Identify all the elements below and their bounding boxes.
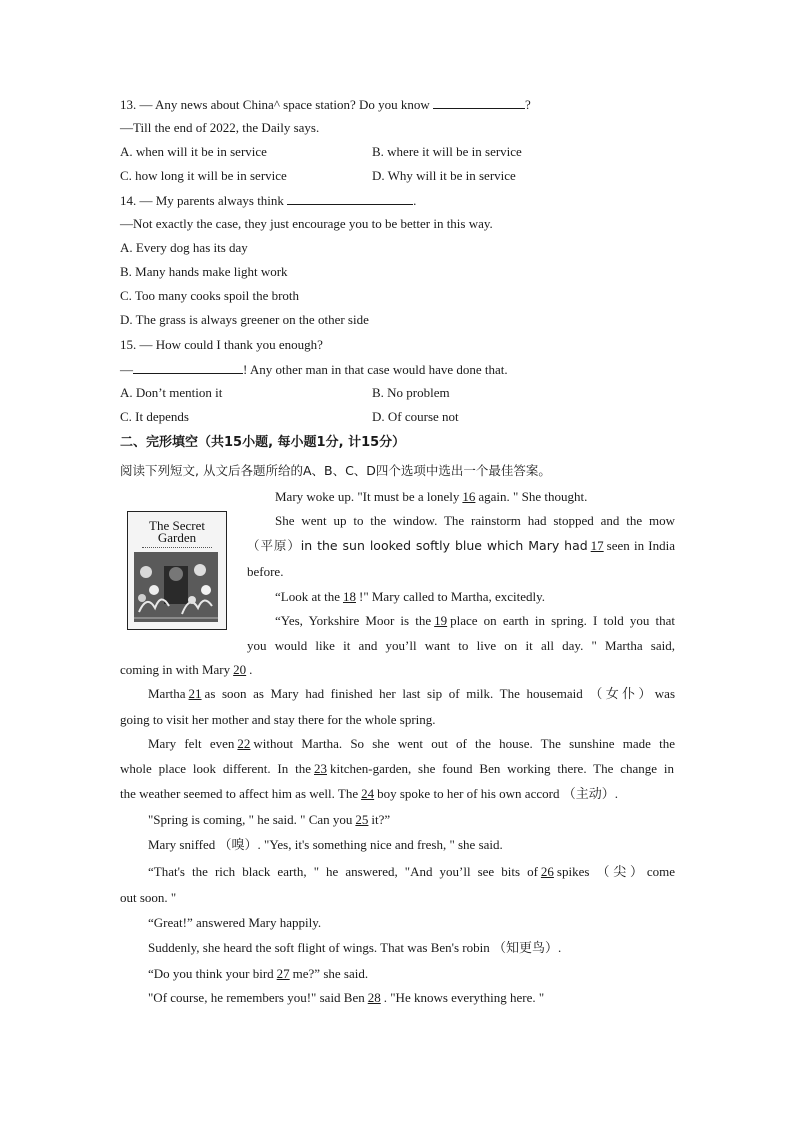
blank-25: 25 [355,812,369,827]
q14-option-c: C. Too many cooks spoil the broth [120,288,300,303]
blank-19: 19 [434,613,448,628]
q15-option-d: D. Of course not [372,409,459,424]
passage-line: going to visit her mother and stay there for the whole spring. [120,712,436,727]
book-cover-image [127,511,227,630]
passage-line: Martha 21 as soon as Mary had finished her last sip of milk. The housemaid （女仆）was [148,686,675,701]
passage-line: Suddenly, she heard the soft flight of wings. That was Ben's robin （知更鸟）. [148,940,562,955]
passage-line: whole place look different. In the 23 kitchen-garden, she found Ben working there. The change in [120,761,674,776]
blank-22: 22 [237,736,251,751]
q13-option-a: A. when will it be in service [120,144,267,159]
blank-26: 26 [540,864,554,879]
q14-reply: —Not exactly the case, they just encourage you to be better in this way. [120,216,493,231]
q13-stem: 13. — Any news about China^ space station? Do you know ? [120,97,531,112]
book-cover-subtitle-line [142,547,212,550]
passage-line: before. [247,564,284,579]
q13-option-c: C. how long it will be in service [120,168,287,183]
q15-option-a: A. Don’t mention it [120,385,223,400]
q15-stem: 15. — How could I thank you enough? [120,337,323,352]
blank-16: 16 [462,489,476,504]
section-instruction: 阅读下列短文, 从文后各题所给的A、B、C、D四个选项中选出一个最佳答案。 [120,463,551,478]
q14-answer-blank [287,192,413,205]
passage-line: “That's the rich black earth, " he answered, "And you’ll see bits of 26 spikes （尖）come [148,864,675,879]
q15-option-c: C. It depends [120,409,189,424]
q13-answer-blank [433,96,525,109]
blank-23: 23 [314,761,327,776]
q14-option-b: B. Many hands make light work [120,264,288,279]
blank-20: 20 [233,662,247,677]
passage-line: the weather seemed to affect him as well. The 24 boy spoke to her of his own accord （主动）. [120,786,618,801]
section-title: 二、完形填空（共15小题, 每小题1分, 计15分） [120,435,406,450]
q14-stem: 14. — My parents always think . [120,193,417,208]
passage-line: “Do you think your bird 27 me?” she said. [148,966,369,981]
q14-option-d: D. The grass is always greener on the other side [120,312,369,327]
blank-28: 28 [367,990,381,1005]
blank-24: 24 [361,786,375,801]
passage-line: you would like it and you’ll want to live on it all day. " Martha said, [247,638,675,653]
blank-18: 18 [342,589,356,604]
q15-option-b: B. No problem [372,385,450,400]
passage-line: “Look at the 18 !" Mary called to Martha, excitedly. [275,589,546,604]
book-cover-title: The Secret Garden [149,518,205,545]
passage-line: Mary woke up. "It must be a lonely 16 again. " She thought. [275,489,588,504]
passage-line: coming in with Mary 20 . [120,662,253,677]
blank-21: 21 [188,686,202,701]
q14-option-a: A. Every dog has its day [120,240,248,255]
passage-line: "Spring is coming, " he said. " Can you 25 it?” [148,812,391,827]
garden-illustration [134,552,218,622]
passage-line: “Yes, Yorkshire Moor is the 19 place on earth in spring. I told you that [275,613,675,628]
q15-answer-blank [133,361,243,374]
passage-line: She went up to the window. The rainstorm had stopped and the mow [275,513,675,528]
passage-line: Mary felt even 22 without Martha. So she went out of the house. The sunshine made the [148,736,675,751]
q13-option-d: D. Why will it be in service [372,168,516,183]
passage-line: "Of course, he remembers you!" said Ben 28 . "He knows everything here. " [148,990,545,1005]
q15-reply: — ! Any other man in that case would have done that. [120,362,508,377]
q13-option-b: B. where it will be in service [372,144,522,159]
passage-line: （平原）in the sun looked softly blue which Mary had 17 seen in India [247,538,675,553]
q13-reply: —Till the end of 2022, the Daily says. [120,120,320,135]
passage-line: “Great!” answered Mary happily. [148,915,322,930]
blank-27: 27 [276,966,290,981]
passage-line: Mary sniffed （嗅）. "Yes, it's something nice and fresh, " she said. [148,837,503,852]
blank-17: 17 [590,538,604,553]
passage-line: out soon. " [120,890,177,905]
